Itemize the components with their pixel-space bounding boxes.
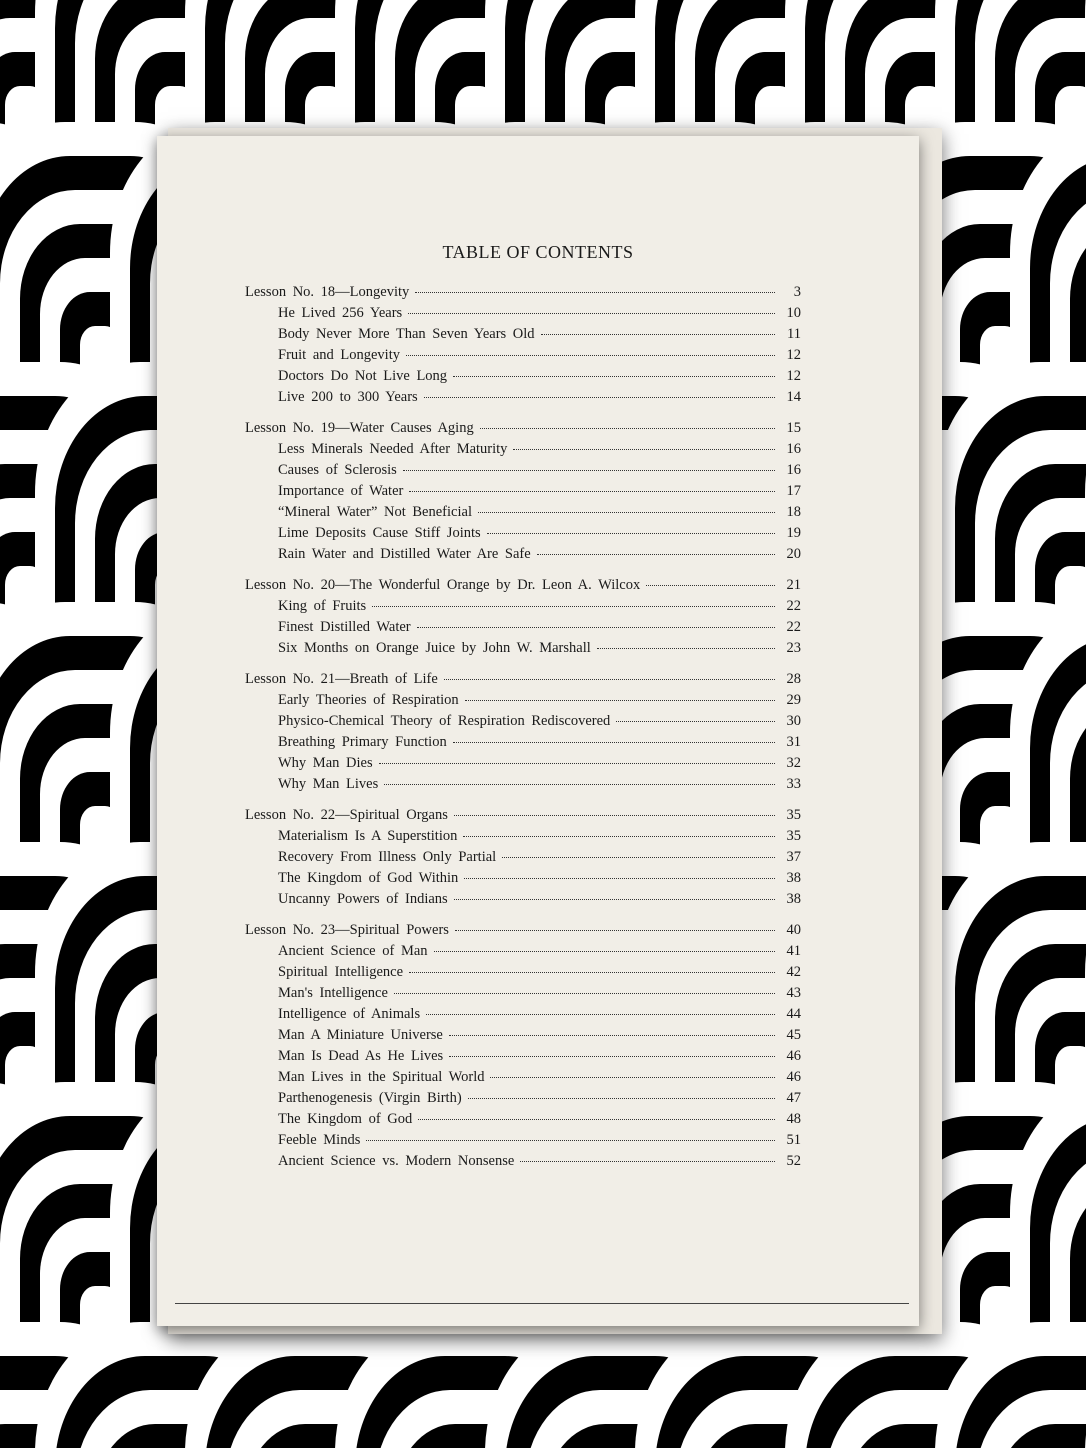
entry-label: Ancient Science vs. Modern Nonsense: [278, 1153, 515, 1169]
entry-label: Less Minerals Needed After Maturity: [278, 441, 508, 457]
dot-leader: [372, 606, 775, 607]
contents-page: [157, 136, 919, 1326]
dot-leader: [417, 627, 775, 628]
page-number: 32: [786, 755, 801, 771]
toc-entry: [245, 1111, 801, 1132]
toc-entry: [245, 483, 801, 504]
dot-leader: [406, 355, 775, 356]
dot-leader: [480, 428, 775, 429]
toc-entry: [245, 1006, 801, 1027]
entry-label: Spiritual Intelligence: [278, 964, 404, 980]
toc-entry: [245, 1090, 801, 1111]
page-number: 31: [786, 734, 801, 750]
lesson-group: [245, 807, 801, 912]
toc-entry: [245, 525, 801, 546]
toc-entry: [245, 692, 801, 713]
toc-entry: [245, 1048, 801, 1069]
page-number: 47: [786, 1090, 801, 1106]
page-number: 35: [786, 828, 801, 844]
dot-leader: [415, 292, 775, 293]
entry-label: Intelligence of Animals: [278, 1006, 421, 1022]
page-bottom-rule: [175, 1303, 909, 1304]
page-number: 35: [786, 807, 801, 823]
entry-label: Lesson No. 20—The Wonderful Orange by Dr. Leon A. Wilcox: [245, 577, 641, 593]
entry-label: Man A Miniature Universe: [278, 1027, 443, 1043]
page-number: 17: [786, 483, 801, 499]
page-number: 52: [786, 1153, 801, 1169]
page-number: 15: [786, 420, 801, 436]
dot-leader: [379, 763, 775, 764]
page-number: 41: [786, 943, 801, 959]
toc-entry: [245, 734, 801, 755]
entry-label: Lesson No. 18—Longevity: [245, 284, 410, 300]
entry-label: Why Man Dies: [278, 755, 373, 771]
page-number: 38: [786, 870, 801, 886]
entry-label: Fruit and Longevity: [278, 347, 400, 363]
page-number: 21: [786, 577, 801, 593]
toc-entry: [245, 755, 801, 776]
entry-label: Finest Distilled Water: [278, 619, 411, 635]
lesson-group: [245, 577, 801, 661]
entry-label: Parthenogenesis (Virgin Birth): [278, 1090, 462, 1106]
toc-entry: [245, 849, 801, 870]
lesson-group: [245, 420, 801, 567]
toc-entry: [245, 870, 801, 891]
entry-label: Materialism Is A Superstition: [278, 828, 458, 844]
entry-label: Recovery From Illness Only Partial: [278, 849, 497, 865]
page-number: 14: [786, 389, 801, 405]
lesson-group: [245, 284, 801, 410]
page-number: 16: [786, 462, 801, 478]
entry-label: He Lived 256 Years: [278, 305, 403, 321]
dot-leader: [453, 742, 775, 743]
page-number: 51: [786, 1132, 801, 1148]
toc-entry: [245, 1153, 801, 1174]
dot-leader: [646, 585, 775, 586]
entry-label: Causes of Sclerosis: [278, 462, 397, 478]
dot-leader: [453, 376, 775, 377]
page-number: 12: [786, 368, 801, 384]
page-number: 12: [786, 347, 801, 363]
toc-entry: [245, 1069, 801, 1090]
dot-leader: [454, 899, 775, 900]
page-number: 33: [786, 776, 801, 792]
page-number: 11: [787, 326, 801, 342]
page-number: 46: [786, 1048, 801, 1064]
page-number: 10: [786, 305, 801, 321]
entry-label: Man Lives in the Spiritual World: [278, 1069, 485, 1085]
dot-leader: [487, 533, 775, 534]
lesson-group: [245, 922, 801, 1174]
entry-label: The Kingdom of God Within: [278, 870, 459, 886]
page-number: 40: [786, 922, 801, 938]
entry-label: Man's Intelligence: [278, 985, 388, 1001]
entry-label: Lesson No. 21—Breath of Life: [245, 671, 438, 687]
toc-entry: [245, 1027, 801, 1048]
entry-label: Rain Water and Distilled Water Are Safe: [278, 546, 531, 562]
page-number: 22: [786, 598, 801, 614]
dot-leader: [537, 554, 775, 555]
toc-entry: [245, 964, 801, 985]
entry-label: Doctors Do Not Live Long: [278, 368, 448, 384]
page-number: 45: [786, 1027, 801, 1043]
page-number: 48: [786, 1111, 801, 1127]
page-number: 20: [786, 546, 801, 562]
entry-label: Live 200 to 300 Years: [278, 389, 418, 405]
entry-label: Why Man Lives: [278, 776, 379, 792]
entry-label: Ancient Science of Man: [278, 943, 428, 959]
page-number: 23: [786, 640, 801, 656]
toc-entry: [245, 828, 801, 849]
toc-entry: [245, 985, 801, 1006]
dot-leader: [490, 1077, 775, 1078]
toc-entry: [245, 326, 801, 347]
toc-entry: [245, 368, 801, 389]
lesson-heading: [245, 420, 801, 441]
dot-leader: [616, 721, 775, 722]
toc-list: [245, 284, 801, 1184]
toc-entry: [245, 943, 801, 964]
entry-label: The Kingdom of God: [278, 1111, 413, 1127]
page-number: 3: [793, 284, 801, 300]
dot-leader: [465, 700, 775, 701]
dot-leader: [394, 993, 775, 994]
entry-label: Man Is Dead As He Lives: [278, 1048, 444, 1064]
dot-leader: [434, 951, 775, 952]
page-number: 16: [786, 441, 801, 457]
toc-entry: [245, 598, 801, 619]
entry-label: Feeble Minds: [278, 1132, 361, 1148]
dot-leader: [409, 972, 775, 973]
toc-entry: [245, 776, 801, 797]
entry-label: Lesson No. 22—Spiritual Organs: [245, 807, 448, 823]
lesson-heading: [245, 671, 801, 692]
toc-entry: [245, 713, 801, 734]
entry-label: “Mineral Water” Not Beneficial: [278, 504, 472, 520]
toc-entry: [245, 891, 801, 912]
page-number: 18: [786, 504, 801, 520]
dot-leader: [478, 512, 775, 513]
dot-leader: [424, 397, 775, 398]
page-number: 42: [786, 964, 801, 980]
page-number: 37: [786, 849, 801, 865]
dot-leader: [449, 1056, 775, 1057]
toc-entry: [245, 1132, 801, 1153]
page-number: 28: [786, 671, 801, 687]
page-number: 30: [786, 713, 801, 729]
dot-leader: [520, 1161, 775, 1162]
dot-leader: [444, 679, 775, 680]
dot-leader: [449, 1035, 775, 1036]
dot-leader: [464, 878, 775, 879]
entry-label: Early Theories of Respiration: [278, 692, 459, 708]
dot-leader: [597, 648, 775, 649]
lesson-group: [245, 671, 801, 797]
dot-leader: [454, 815, 775, 816]
lesson-heading: [245, 284, 801, 305]
dot-leader: [463, 836, 775, 837]
entry-label: Importance of Water: [278, 483, 404, 499]
toc-entry: [245, 619, 801, 640]
entry-label: Body Never More Than Seven Years Old: [278, 326, 535, 342]
dot-leader: [513, 449, 775, 450]
lesson-heading: [245, 577, 801, 598]
toc-entry: [245, 504, 801, 525]
page-number: 43: [786, 985, 801, 1001]
page-number: 44: [786, 1006, 801, 1022]
lesson-heading: [245, 922, 801, 943]
dot-leader: [418, 1119, 775, 1120]
entry-label: King of Fruits: [278, 598, 367, 614]
toc-entry: [245, 546, 801, 567]
toc-entry: [245, 389, 801, 410]
dot-leader: [408, 313, 775, 314]
entry-label: Uncanny Powers of Indians: [278, 891, 448, 907]
dot-leader: [384, 784, 775, 785]
dot-leader: [455, 930, 775, 931]
entry-label: Lesson No. 23—Spiritual Powers: [245, 922, 449, 938]
entry-label: Lesson No. 19—Water Causes Aging: [245, 420, 474, 436]
toc-entry: [245, 640, 801, 661]
page-number: 22: [786, 619, 801, 635]
dot-leader: [403, 470, 775, 471]
page-number: 19: [786, 525, 801, 541]
dot-leader: [366, 1140, 775, 1141]
dot-leader: [541, 334, 775, 335]
toc-entry: [245, 347, 801, 368]
entry-label: Breathing Primary Function: [278, 734, 447, 750]
entry-label: Lime Deposits Cause Stiff Joints: [278, 525, 481, 541]
page-number: 29: [786, 692, 801, 708]
toc-entry: [245, 305, 801, 326]
page-number: 38: [786, 891, 801, 907]
toc-entry: [245, 441, 801, 462]
page-number: 46: [786, 1069, 801, 1085]
dot-leader: [409, 491, 775, 492]
entry-label: Six Months on Orange Juice by John W. Marshall: [278, 640, 591, 656]
entry-label: Physico-Chemical Theory of Respiration Rediscovered: [278, 713, 611, 729]
dot-leader: [426, 1014, 775, 1015]
lesson-heading: [245, 807, 801, 828]
dot-leader: [468, 1098, 775, 1099]
page-title: TABLE OF CONTENTS: [442, 242, 634, 262]
dot-leader: [502, 857, 775, 858]
toc-entry: [245, 462, 801, 483]
